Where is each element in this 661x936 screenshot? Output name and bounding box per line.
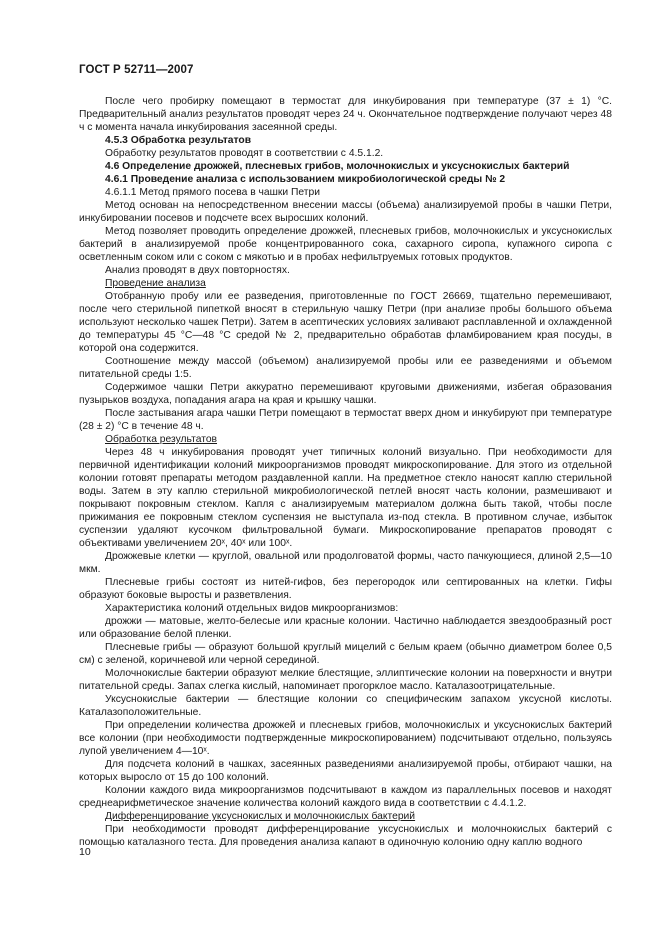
underlined-heading bbox=[79, 277, 612, 290]
underlined-heading-text: Дифференцирование уксуснокислых и молочнокислых бактерий bbox=[105, 811, 416, 822]
paragraph: Содержимое чашки Петри аккуратно перемешивают круговыми движениями, избегая образования пузырьков воздуха, попадания агара на края и крышку чашки. bbox=[79, 382, 612, 406]
paragraph: Соотношение между массой (объемом) анализируемой пробы или ее разведениями и объемом питательной среды 1:5. bbox=[79, 356, 612, 380]
paragraph: Плесневые грибы состоят из нитей-гифов, без перегородок или септированных на клетки. Гифы образуют боковые выросты и разветвления. bbox=[79, 577, 612, 601]
underlined-heading bbox=[79, 433, 612, 446]
paragraph: Для подсчета колоний в чашках, засеянных разведениями анализируемой пробы, отбирают чашки, на которых выросло от 15 до 100 колоний. bbox=[79, 759, 612, 783]
paragraph: Молочнокислые бактерии образуют мелкие блестящие, эллиптические колонии на поверхности и внутри питательной среды. Запах слегка кислый, напоминает прогорклое масло. Каталазоотрицательные. bbox=[79, 668, 612, 692]
subsection-title: 4.6.1.1 Метод прямого посева в чашки Петри bbox=[105, 187, 320, 198]
paragraph: Колонии каждого вида микроорганизмов подсчитывают в каждом из параллельных посевов и находят среднеарифметическое значение количества колоний каждого вида в соответствии с 4.4.1.2. bbox=[79, 785, 612, 809]
document-body bbox=[79, 95, 612, 849]
underlined-heading bbox=[79, 810, 612, 823]
document-header: ГОСТ Р 52711—2007 bbox=[79, 64, 194, 76]
underlined-heading-text: Проведение анализа bbox=[105, 278, 206, 289]
paragraph: Анализ проводят в двух повторностях. bbox=[105, 265, 290, 276]
paragraph: Дрожжевые клетки — круглой, овальной или продолговатой формы, часто пачкующиеся, длиной 2,5—10 мкм. bbox=[79, 551, 612, 575]
paragraph: Метод основан на непосредственном внесении массы (объема) анализируемой пробы в чашки Петри, инкубировании посевов и подсчете всех выросших колоний. bbox=[79, 200, 612, 224]
paragraph: Через 48 ч инкубирования проводят учет типичных колоний визуально. При необходимости для первичной идентификации колоний микроорганизмов проводят микроскопирование. Для этого из отдельной колонии готовят препараты методом раздавленной капли. На предметное стекло наносят каплю стерильной воды. Затем в эту каплю стерильной микробиологической петлей вносят часть колонии, размешивают и покрывают покровным стеклом. Капля с анализируемым материалом должна быть такой, чтобы после прижимания ее покровным стеклом суспензия не выступала из-под стекла. В противном случае, избыток суспензии удаляют кусочком фильтровальной бумаги. Микроскопирование препаратов проводят с объективами увеличением 20ˣ, 40ˣ или 100ˣ. bbox=[79, 447, 612, 549]
paragraph: После чего пробирку помещают в термостат для инкубирования при температуре (37 ± 1) °С. Предварительный анализ результатов проводят через 24 ч. Окончательное подтверждение получают через 48 ч с момента начала инкубирования засеянной среды. bbox=[79, 96, 612, 133]
paragraph: Характеристика колоний отдельных видов микроорганизмов: bbox=[105, 603, 399, 614]
paragraph: Плесневые грибы — образуют большой круглый мицелий с белым краем (обычно диаметром более 0,5 см) с зеленой, коричневой или черной серединой. bbox=[79, 642, 612, 666]
section-heading: 4.6.1 Проведение анализа с использованием микробиологической среды № 2 bbox=[105, 174, 506, 185]
page-number: 10 bbox=[79, 846, 91, 858]
paragraph: Уксуснокислые бактерии — блестящие колонии со специфическим запахом уксусной кислоты. Каталазоположительные. bbox=[79, 694, 612, 718]
paragraph: При определении количества дрожжей и плесневых грибов, молочнокислых и уксуснокислых бактерий все колонии (при необходимости подтвержденные микроскопированием) подсчитывают отдельно, пользуясь лупой увеличением 4—10ˣ. bbox=[79, 720, 612, 757]
underlined-heading-text: Обработка результатов bbox=[105, 434, 218, 445]
paragraph: Отобранную пробу или ее разведения, приготовленные по ГОСТ 26669, тщательно перемешивают, после чего стерильной пипеткой вносят в стерильную чашку Петри (при анализе пробы большого объема используют несколько чашек Петри). Затем в асептических условиях заливают расплавленной и охлажденной до температуры 45 °С—48 °С средой № 2, предварительно обработав фламбированием края посуды, в которой она содержится. bbox=[79, 291, 612, 354]
paragraph: Метод позволяет проводить определение дрожжей, плесневых грибов, молочнокислых и уксуснокислых бактерий в анализируемой пробе концентрированного сока, сахарного сиропа, купажного сиропа с осветленным соком или с соком с мякотью и в пробах нефильтруемых готовых продуктов. bbox=[79, 226, 612, 263]
paragraph: дрожжи — матовые, желто-белесые или красные колонии. Частично наблюдается звездообразный рост или образование белой пленки. bbox=[79, 616, 612, 640]
section-heading: 4.6 Определение дрожжей, плесневых грибов, молочнокислых и уксуснокислых бактерий bbox=[105, 161, 570, 172]
section-heading: 4.5.3 Обработка результатов bbox=[105, 135, 252, 146]
paragraph: После застывания агара чашки Петри помещают в термостат вверх дном и инкубируют при температуре (28 ± 2) °С в течение 48 ч. bbox=[79, 408, 612, 432]
paragraph: Обработку результатов проводят в соответствии с 4.5.1.2. bbox=[105, 148, 384, 159]
paragraph: При необходимости проводят дифференцирование уксуснокислых и молочнокислых бактерий с помощью каталазного теста. Для проведения анализа капают в одиночную колонию одну каплю водного bbox=[79, 824, 612, 848]
